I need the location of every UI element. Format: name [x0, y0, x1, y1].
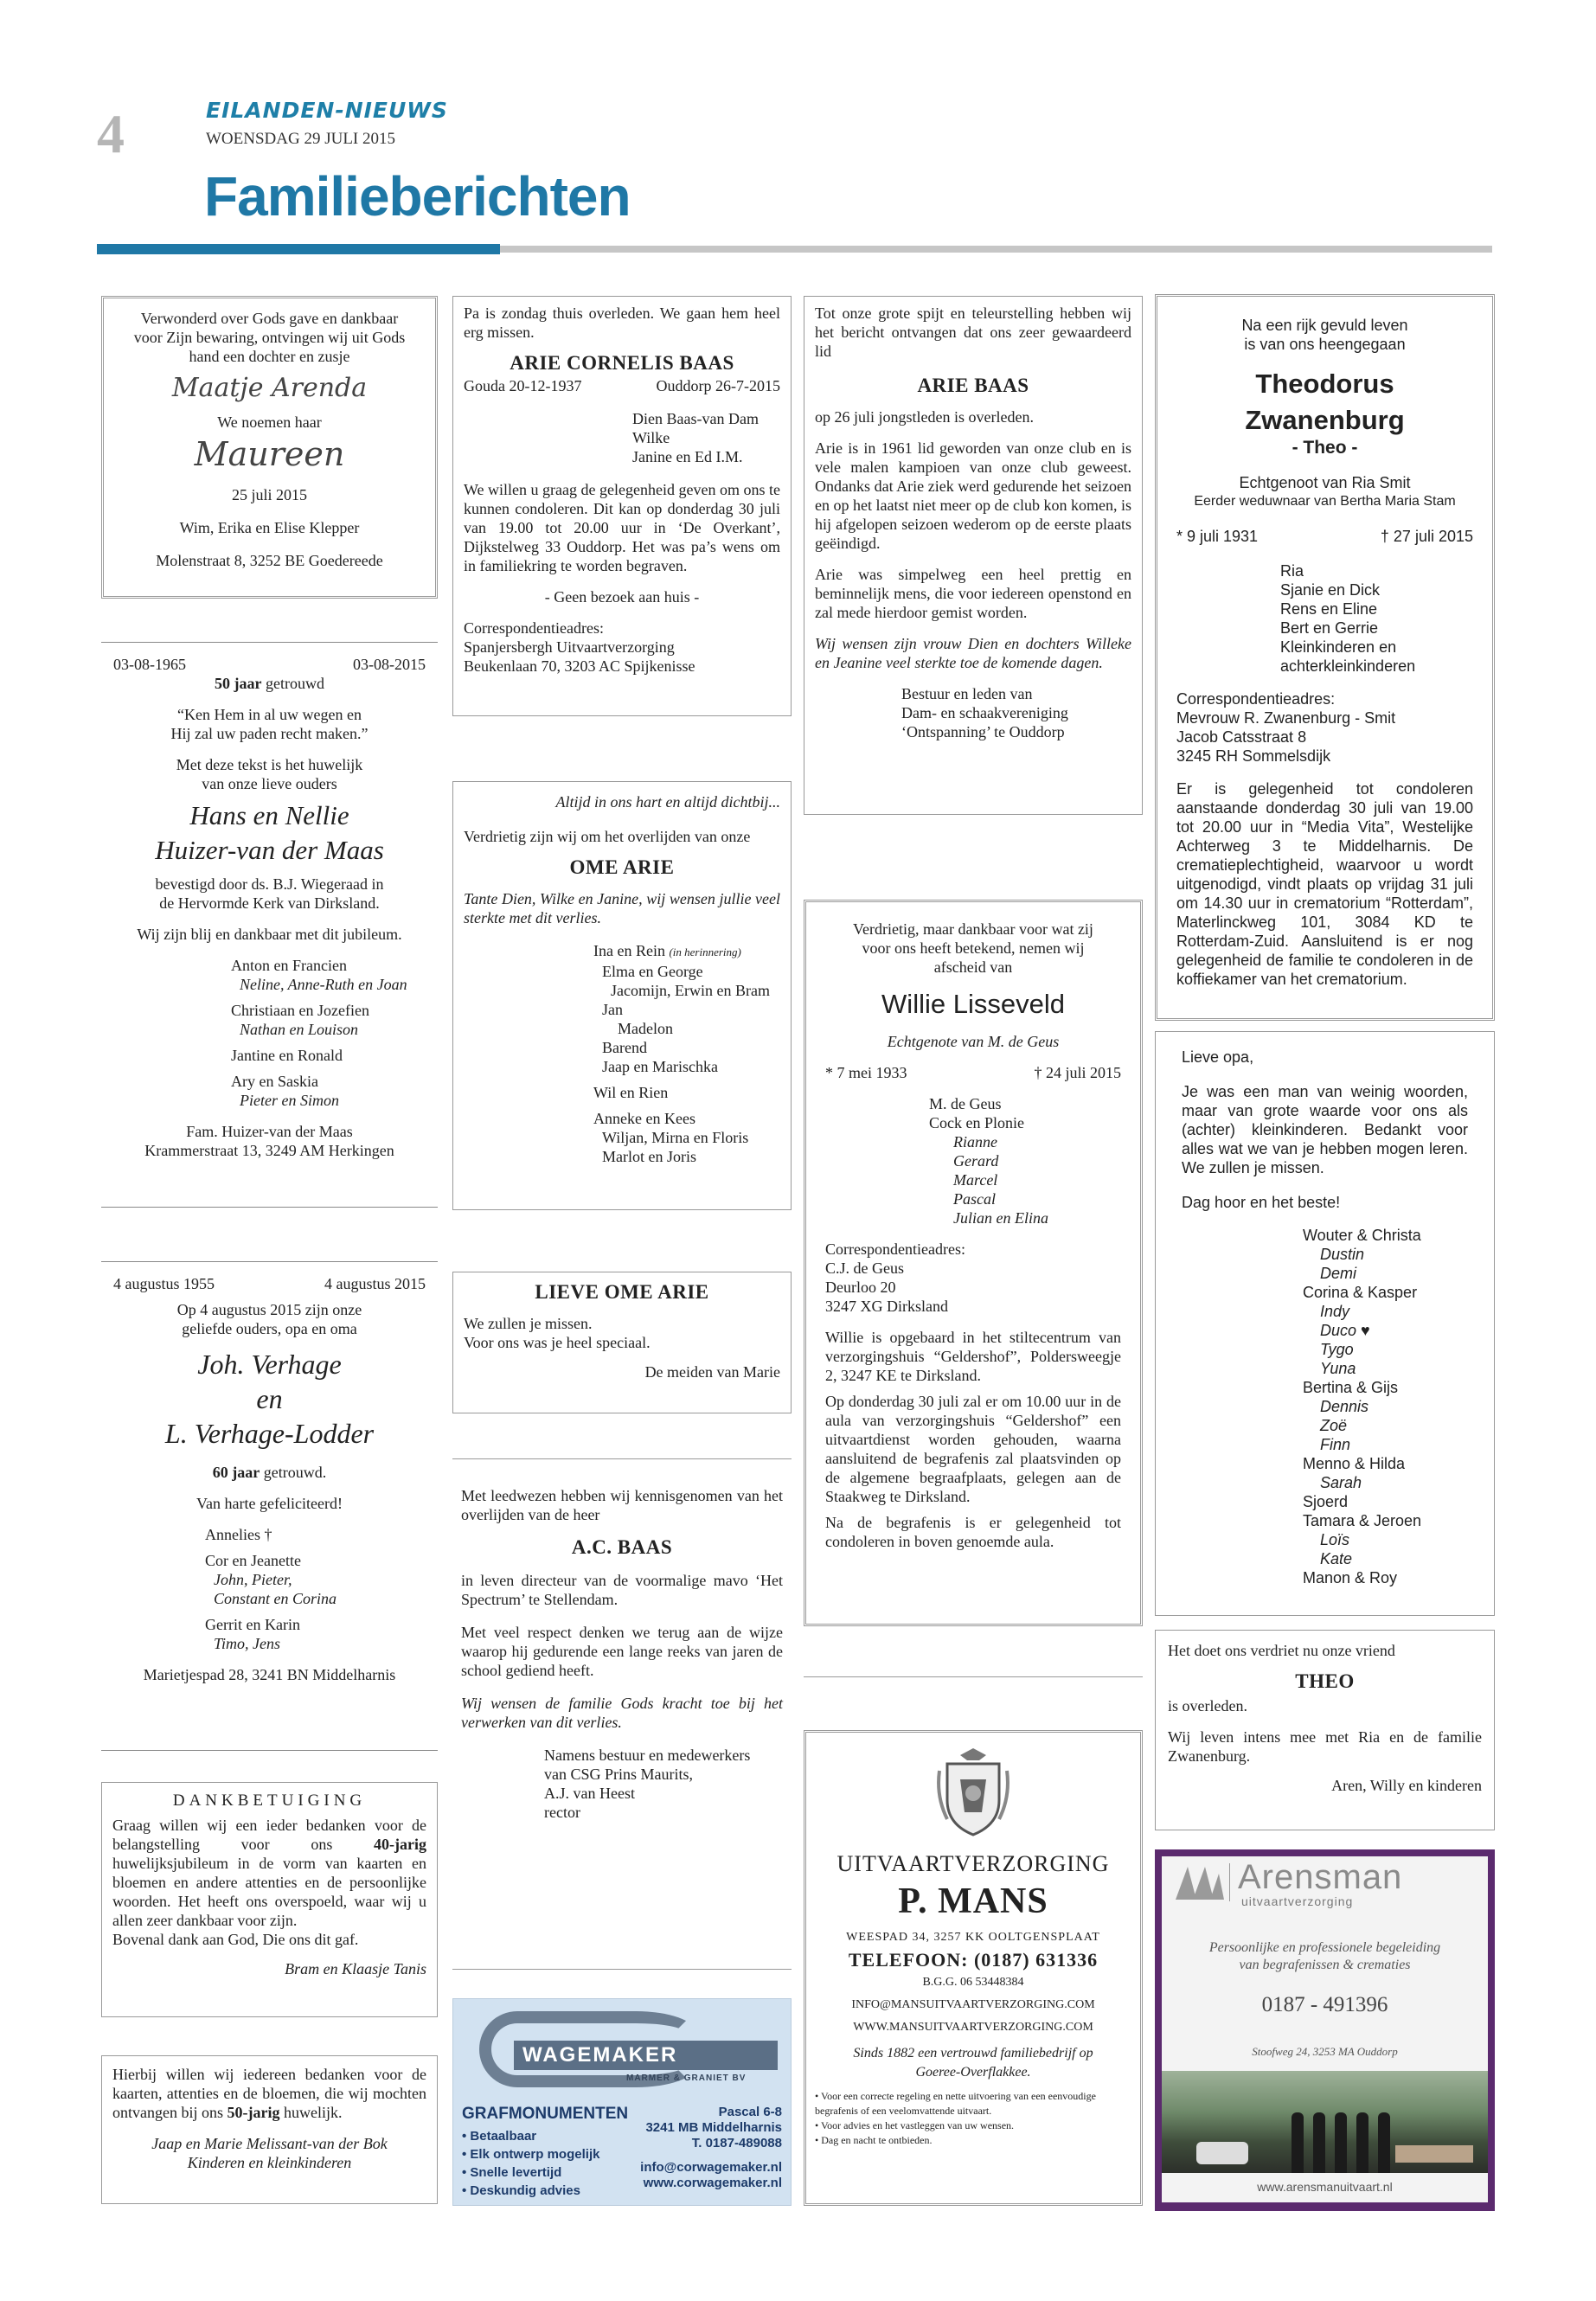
coat-of-arms-icon	[934, 1745, 1012, 1842]
child-nickname: Maureen	[194, 435, 345, 473]
wagemaker-heading: GRAFMONUMENTEN	[462, 2105, 629, 2123]
notice-anniversary-huizer: 03-08-1965 03-08-2015 50 jaar getrouwd “Ken Hem in al uw wegen en Hij zal uw paden recht maken.” Met deze tekst is het huwelijk van onze lieve ouders Hans en Nellie Huizer-van der Maas bevestigd door ds. B.J. Wiegeraad in de Hervormde Kerk van Dirksland. Wij zijn blij en dankbaar met dit jubileum. Anton en Francien Neline, Anne-Ruth en Joan Christiaan en Jozefien Nathan en Louison Jantine en Ronald Ary en Saskia Pieter en Simon Fam. Huizer-van der Maas Krammerstraat 13, 3249 AM Herkingen	[101, 642, 438, 1208]
masthead: EILANDEN-NIEUWS	[206, 98, 448, 123]
notice-lieve-ome-arie: LIEVE OME ARIE We zullen je missen. Voor ons was je heel speciaal. De meiden van Marie	[452, 1272, 792, 1413]
notice-arie-baas-club: Tot onze grote spijt en teleurstelling hebben wij het bericht ontvangen dat ons zeer gewaardeerd lid ARIE BAAS op 26 juli jongstleden is overleden. Arie is in 1961 lid geworden van onze club en is vele malen kampioen van onze club geweest. Ondanks dat Arie ziek werd gedurende het seizoen en op het laatst niet meer op de club kon komen, is hij afgelopen seizoen wederom op de eerste plaats geëindigd. Arie was simpelweg een heel prettig en beminnelijk mens, die voor iedereen openstond en zal mede hierdoor gemist worden. Wij wensen zijn vrouw Dien en dochters Willeke en Jeanine veel sterkte toe de komende dagen. Bestuur en leden van Dam- en schaakvereniging ‘Ontspanning’ te Ouddorp	[804, 296, 1143, 815]
wagemaker-email[interactable]: info@corwagemaker.nl	[640, 2160, 782, 2175]
notice-title: LIEVE OME ARIE	[535, 1281, 709, 1303]
deceased-name: OME ARIE	[569, 856, 675, 878]
notice-anniversary-verhage: 4 augustus 1955 4 augustus 2015 Op 4 augustus 2015 zijn onze geliefde ouders, opa en oma Joh. Verhage en L. Verhage-Lodder 60 jaar getrouwd. Van harte gefeliciteerd! Annelies † Cor en Jeanette John, Pieter, Constant en Corina Gerrit en Karin Timo, Jens Marietjespad 28, 3241 BN Middelharnis	[101, 1261, 438, 1751]
notice-ac-baas: Met leedwezen hebben wij kennisgenomen van het overlijden van de heer A.C. BAAS in leven directeur van de voormalige mavo ‘Het Spectrum’ te Stellendam. Met veel respect denken we terug aan de wijze waarop hij gedurende een lange reeks van jaren de school gediend heeft. Wij wensen de familie Gods kracht toe bij het verwerken van dit verlies. Namens bestuur en medewerkers van CSG Prins Maurits, A.J. van Heest rector	[461, 1487, 783, 1821]
deceased-name: A.C. BAAS	[571, 1536, 673, 1558]
divider	[452, 1458, 792, 1459]
divider	[804, 1676, 1143, 1677]
arensman-logo-icon	[1174, 1863, 1226, 1901]
couple-names: Hans en Nellie	[189, 800, 349, 830]
issue-date: WOENSDAG 29 JULI 2015	[206, 130, 396, 148]
funeral-photo	[1162, 2071, 1488, 2173]
deceased-name: ARIE BAAS	[917, 375, 1029, 396]
wagemaker-brand: WAGEMAKER	[514, 2041, 778, 2070]
notice-ome-arie: Altijd in ons hart en altijd dichtbij... Verdrietig zijn wij om het overlijden van onze OME ARIE Tante Dien, Wilke en Janine, wij wensen jullie veel sterkte met dit verlies. Ina en Rein (in herinnering) Elma en George Jacomijn, Erwin en Bram Jan Madelon Barend Jaap en Marischka Wil en Rien Anneke en Kees Wiljan, Mirna en Floris Marlot en Joris	[452, 781, 792, 1210]
deceased-name: Willie Lisseveld	[881, 989, 1065, 1019]
mans-title: UITVAARTVERZORGING	[836, 1851, 1110, 1876]
notice-thanks-tanis: DANKBETUIGING Graag willen wij een ieder bedanken voor de belangstelling voor ons 40-jarig huwelijksjubileum in de vorm van kaarten en bloemen en andere attenties en de persoonlijke woorden. Het heeft ons overspoeld, waar wij u allen zeer dankbaar voor zijn. Bovenal dank aan God, Die ons dit gaf. Bram en Klaasje Tanis	[101, 1782, 438, 2017]
deceased-name: THEO	[1295, 1670, 1355, 1692]
ad-mans-uitvaart: UITVAARTVERZORGING P. MANS WEESPAD 34, 3257 KK OOLTGENSPLAAT TELEFOON: (0187) 631336 B.G.G. 06 53448384 INFO@MANSUITVAARTVERZORGING.COM WWW.MANSUITVAARTVERZORGING.COM Sinds 1882 een vertrouwd familiebedrijf op Goeree-Overflakkee. • Voor een correcte regeling en nette uitvoering van een eenvoudige begrafenis of een veelomvattende uitvaart. • Voor advies en het vastleggen van uw wensen. • Dag en nacht te ontbieden.	[804, 1730, 1143, 2206]
child-name: Maatje Arenda	[171, 373, 368, 403]
ad-wagemaker: WAGEMAKER MARMER & GRANIET BV GRAFMONUMENTEN • Betaalbaar • Elk ontwerp mogelijk • Snelle levertijd • Deskundig advies Pascal 6-8 3241 MB Middelharnis T. 0187-489088 info@corwagemaker.nl www.corwagemaker.nl	[452, 1998, 792, 2206]
mans-name: P. MANS	[898, 1881, 1048, 1921]
deceased-name: ARIE CORNELIS BAAS	[510, 352, 734, 374]
arensman-brand: Arensman	[1238, 1858, 1403, 1896]
mans-website[interactable]: WWW.MANSUITVAARTVERZORGING.COM	[853, 2021, 1093, 2034]
wagemaker-website[interactable]: www.corwagemaker.nl	[643, 2176, 782, 2190]
section-title: Familieberichten	[204, 165, 631, 228]
notice-birth-maatje: Verwonderd over Gods gave en dankbaar voor Zijn bewaring, ontvingen wij uit Gods hand een dochter en zusje Maatje Arenda We noemen haar Maureen 25 juli 2015 Wim, Erika en Elise Klepper Molenstraat 8, 3252 BE Goedereede	[101, 296, 438, 599]
mans-email[interactable]: INFO@MANSUITVAARTVERZORGING.COM	[851, 1998, 1095, 2011]
page-number: 4	[97, 103, 125, 164]
deceased-name: Theodorus Zwanenburg	[1245, 369, 1405, 435]
arensman-website[interactable]: www.arensmanuitvaart.nl	[1257, 2180, 1393, 2194]
divider	[452, 1969, 792, 1970]
mans-phone: TELEFOON: (0187) 631336	[848, 1949, 1099, 1971]
notice-death-baas: Pa is zondag thuis overleden. We gaan hem heel erg missen. ARIE CORNELIS BAAS Gouda 20-12-1937 Ouddorp 26-7-2015 Dien Baas-van Dam Wilke Janine en Ed I.M. We willen u graag de gelegenheid geven om ons te kunnen condoleren. Dit kan op donderdag 30 juli van 19.00 tot 20.00 uur in ‘De Overkant’, Dijkstelweg 33 Ouddorp. Het was pa’s wens om in familiekring te worden begraven. - Geen bezoek aan huis - Correspondentieadres: Spanjersbergh Uitvaartverzorging Beukenlaan 70, 3203 AC Spijkenisse	[452, 296, 792, 716]
notice-theo-zwanenburg: Na een rijk gevuld leven is van ons heengegaan Theodorus Zwanenburg - Theo - Echtgenoot van Ria Smit Eerder weduwnaar van Bertha Maria Stam * 9 juli 1931 † 27 juli 2015 Ria Sjanie en Dick Rens en Eline Bert en Gerrie Kleinkinderen en achterkleinkinderen Correspondentieadres: Mevrouw R. Zwanenburg - Smit Jacob Catsstraat 8 3245 RH Sommelsdijk Er is gelegenheid tot condoleren aanstaande donderdag 30 juli van 19.00 tot 20.00 uur in “Media Vita”, Westelijke Achterweg 3 te Middelharnis. De crematieplechtigheid, waarvoor u wordt uitgenodigd, vindt plaats op vrijdag 31 juli om 14.30 uur in crematorium “Rotterdam”, Materlinckweg 101, 3084 KD te Rotterdam-Zuid. Aansluitend is er nog gelegenheid de familie te condoleren in de koffiekamer van het crematorium.	[1155, 294, 1495, 1021]
notice-lieve-opa: Lieve opa, Je was een man van weinig woorden, maar van grote waarde voor ons als (achter) kleinkinderen. Bedankt voor alles wat we van je hebben mogen leren. We zullen je missen. Dag hoor en het beste! Wouter & Christa Dustin Demi Corina & Kasper Indy Duco ♥ Tygo Yuna Bertina & Gijs Dennis Zoë Finn Menno & Hilda Sarah Sjoerd Tamara & Jeroen Loïs Kate Manon & Roy	[1155, 1031, 1495, 1616]
notice-vriend-theo: Het doet ons verdriet nu onze vriend THEO is overleden. Wij leven intens mee met Ria en de familie Zwanenburg. Aren, Willy en kinderen	[1155, 1630, 1495, 1830]
ad-arensman: Arensman uitvaartverzorging Persoonlijke en professionele begeleiding van begrafenissen & crematies 0187 - 491396 Stoofweg 24, 3253 MA Ouddorp www.arensmanuitvaart.nl	[1155, 1849, 1495, 2211]
notice-thanks-melissant: Hierbij willen wij iedereen bedanken voor de kaarten, attenties en de bloemen, die wij mochten ontvangen bij ons 50-jarig huwelijk. Jaap en Marie Melissant-van der Bok Kinderen en kleinkinderen	[101, 2055, 438, 2204]
header-rule-accent	[97, 244, 500, 254]
notice-willie-lisseveld: Verdrietig, maar dankbaar voor wat zij voor ons heeft betekend, nemen wij afscheid van Willie Lisseveld Echtgenote van M. de Geus * 7 mei 1933 † 24 juli 2015 M. de Geus Cock en Plonie Rianne Gerard Marcel Pascal Julian en Elina Correspondentieadres: C.J. de Geus Deurloo 20 3247 XG Dirksland Willie is opgebaard in het stiltecentrum van verzorgingshuis “Geldershof”, Poldersweegje 2, 3247 KE te Dirksland. Op donderdag 30 juli zal er om 10.00 uur in de aula van verzorgingshuis “Geldershof” een uitvaartdienst worden gehouden, waarna aansluitend de begrafenis zal plaatsvinden op de algemene begraafplaats, gelegen aan de Staakweg te Dirksland. Na de begrafenis is er gelegenheid tot condoleren in boven genoemde aula.	[804, 900, 1143, 1626]
thanks-title: DANKBETUIGING	[172, 1791, 367, 1810]
arensman-phone: 0187 - 491396	[1261, 1993, 1388, 2016]
couple-names: Joh. Verhage	[197, 1349, 342, 1380]
